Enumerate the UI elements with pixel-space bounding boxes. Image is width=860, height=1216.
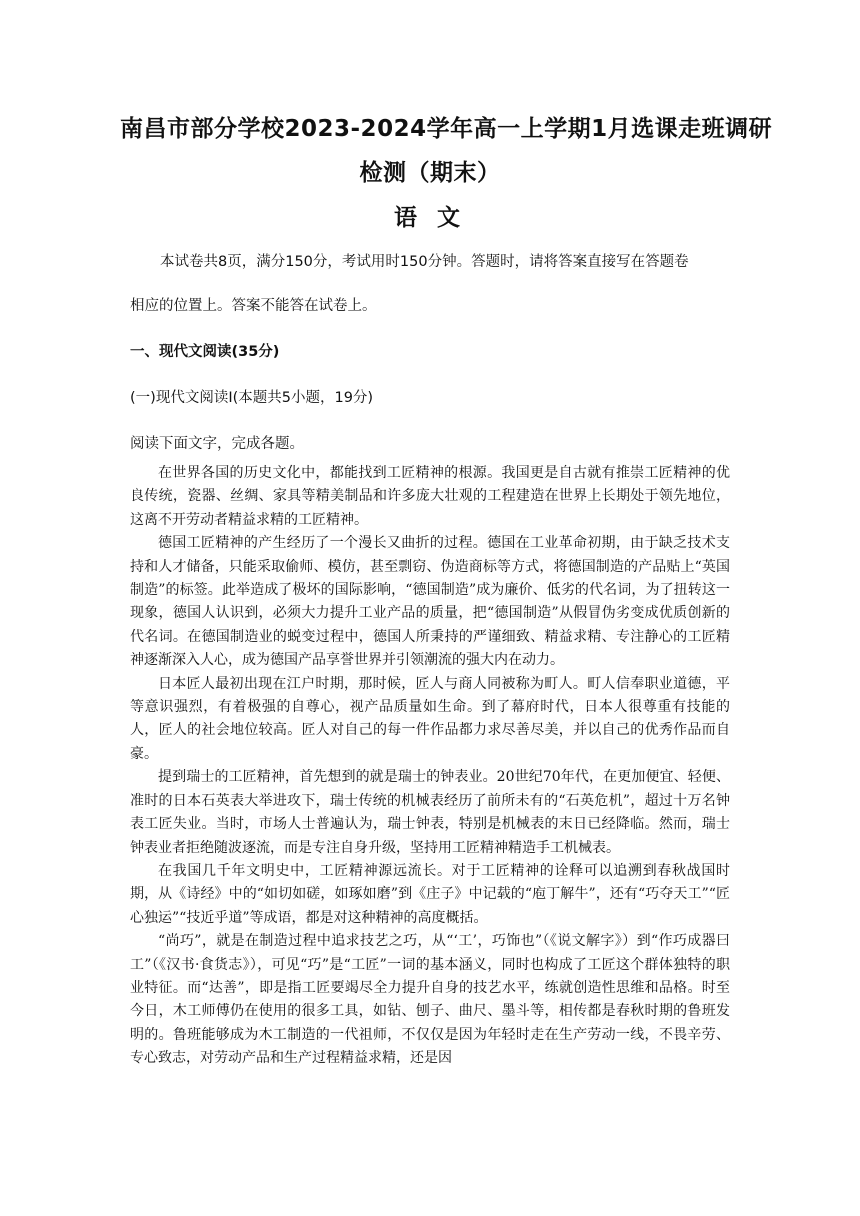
subject-title: 语 文 [393, 205, 466, 231]
reading-instruction: 阅读下面文字，完成各题。 [130, 436, 304, 452]
passage-paragraph: 在世界各国的历史文化中，都能找到工匠精神的根源。我国更是自古就有推崇工匠精神的优良传统，瓷器、丝绸、家具等精美制品和许多庞大壮观的工程建造在世界上长期处于领先地位，这离不开劳动者精益求精的工匠精神。 [130, 465, 730, 528]
section-heading: 一、现代文阅读(35分) [130, 344, 280, 360]
reading-passage [130, 462, 730, 1071]
exam-instructions-line2: 相应的位置上。答案不能答在试卷上。 [130, 298, 377, 314]
passage-paragraph: 德国工匠精神的产生经历了一个漫长又曲折的过程。德国在工业革命初期，由于缺乏技术支持和人才储备，只能采取偷师、模仿，甚至剽窃、伪造商标等方式，将德国制造的产品贴上“英国制造”的标签。此举造成了极坏的国际影响，“德国制造”成为廉价、低劣的代名词，为了扭转这一现象，德国人认识到，必须大力提升工业产品的质量，把“德国制造”从假冒伪劣变成优质创新的代名词。在德国制造业的蜕变过程中，德国人所秉持的严谨细致、精益求精、专注静心的工匠精神逐渐深入人心，成为德国产品享誉世界并引领潮流的强大内在动力。 [130, 535, 730, 669]
subsection-heading: (一)现代文阅读Ⅰ(本题共5小题，19分) [130, 390, 374, 406]
exam-title: 南昌市部分学校2023-2024学年高一上学期1月选课走班调研 [120, 116, 773, 142]
exam-instructions-line1: 本试卷共8页，满分150分，考试用时150分钟。答题时，请将答案直接写在答题卷 [160, 254, 689, 270]
passage-paragraph: 日本匠人最初出现在江户时期，那时候，匠人与商人同被称为町人。町人信奉职业道德，平等意识强烈，有着极强的自尊心，视产品质量如生命。到了幕府时代，日本人很尊重有技能的人，匠人的社会地位较高。匠人对自己的每一件作品都力求尽善尽美，并以自己的优秀作品而自豪。 [130, 675, 730, 762]
passage-paragraph: 在我国几千年文明史中，工匠精神源远流长。对于工匠精神的诠释可以追溯到春秋战国时期，从《诗经》中的“如切如磋，如琢如磨”到《庄子》中记载的“庖丁解牛”，还有“巧夺天工”“匠心独运”“技近乎道”等成语，都是对这种精神的高度概括。 [130, 862, 730, 926]
exam-title-line2: 检测（期末） [359, 160, 501, 186]
passage-paragraph: 提到瑞士的工匠精神，首先想到的就是瑞士的钟表业。20世纪70年代，在更加便宜、轻便、准时的日本石英表大举进攻下，瑞士传统的机械表经历了前所未有的“石英危机”，超过十万名钟表工匠失业。当时，市场人士普遍认为，瑞士钟表，特别是机械表的末日已经降临。然而，瑞士钟表业者拒绝随波逐流，而是专注自身升级，坚持用工匠精神精造手工机械表。 [130, 769, 730, 856]
passage-paragraph: “尚巧”，就是在制造过程中追求技艺之巧，从“‘工’，巧饰也”（《说文解字》）到“作巧成器曰工”（《汉书·食货志》），可见“巧”是“工匠”一词的基本涵义，同时也构成了工匠这个群体独特的职业特征。而“达善”，即是指工匠要竭尽全力提升自身的技艺水平，练就创造性思维和品格。时至今日，木工师傅仍在使用的很多工具，如钻、刨子、曲尺、墨斗等，相传都是春秋时期的鲁班发明的。鲁班能够成为木工制造的一代祖师，不仅仅是因为年轻时走在生产劳动一线，不畏辛劳、专心致志，对劳动产品和生产过程精益求精，还是因 [130, 933, 730, 1067]
